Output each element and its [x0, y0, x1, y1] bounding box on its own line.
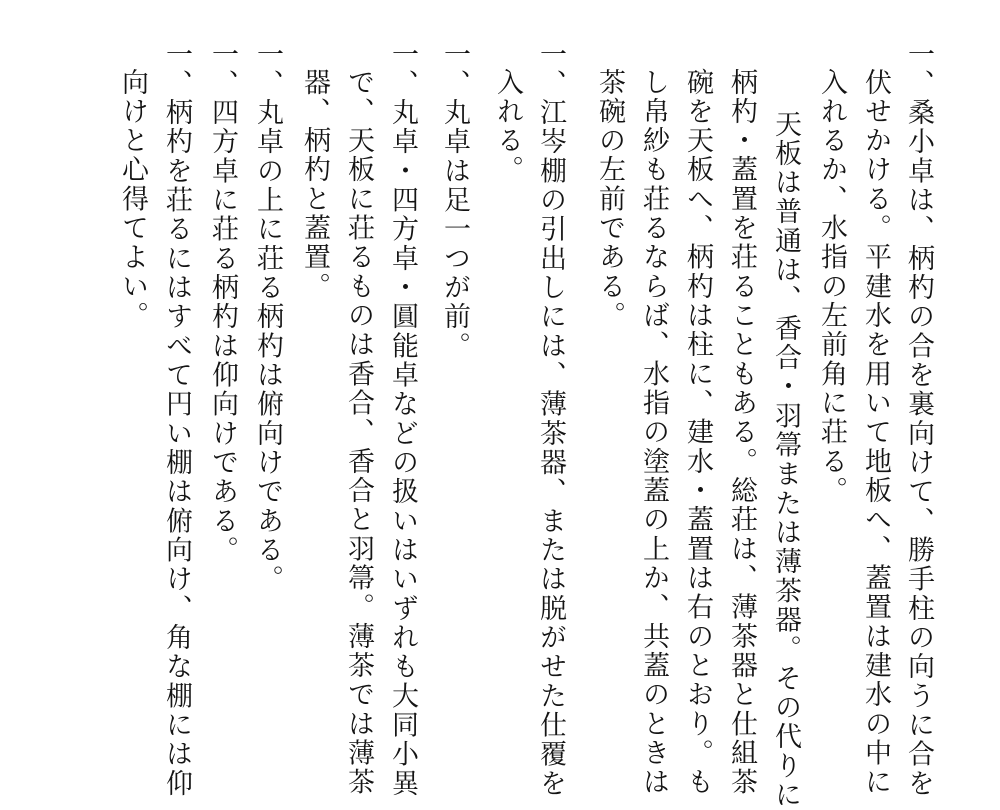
text-column-13: で、天板に荘るものは香合、香合と羽箒。薄茶では薄茶: [343, 68, 374, 797]
text-column-15: 一、丸卓の上に荘る柄杓は俯向けである。: [252, 40, 283, 595]
text-column-2: 伏せかける。平建水を用いて地板へ、蓋置は建水の中に: [860, 68, 891, 797]
text-column-14: 器、柄杓と蓋置。: [299, 68, 330, 302]
text-column-4: 天板は普通は、香合・羽箒または薄茶器。その代りに: [770, 110, 801, 810]
text-column-16: 一、四方卓に荘る柄杓は仰向けである。: [207, 40, 238, 565]
text-column-1: 一、桑小卓は、柄杓の合を裏向けて、勝手柱の向うに合を: [903, 40, 934, 799]
text-column-10: 入れる。: [492, 68, 523, 185]
text-column-5: 柄杓・蓋置を荘ることもある。総荘は、薄茶器と仕組茶: [726, 68, 757, 797]
text-column-12: 一、丸卓・四方卓・圓能卓などの扱いはいずれも大同小異: [387, 40, 418, 799]
text-column-18: 向けと心得てよい。: [117, 68, 148, 331]
text-column-7: し帛紗も荘るならば、水指の塗蓋の上か、共蓋のときは: [638, 68, 669, 797]
text-column-6: 碗を天板へ、柄杓は柱に、建水・蓋置は右のとおり。も: [682, 68, 713, 797]
text-column-17: 一、柄杓を荘るにはすべて円い棚は俯向け、角な棚には仰: [161, 40, 192, 799]
text-column-11: 一、丸卓は足一つが前。: [439, 40, 470, 361]
text-column-9: 一、江岑棚の引出しには、薄茶器、または脱がせた仕覆を: [535, 40, 566, 799]
text-column-8: 茶碗の左前である。: [594, 68, 625, 331]
text-column-3: 入れるか、水指の左前角に荘る。: [816, 68, 847, 506]
